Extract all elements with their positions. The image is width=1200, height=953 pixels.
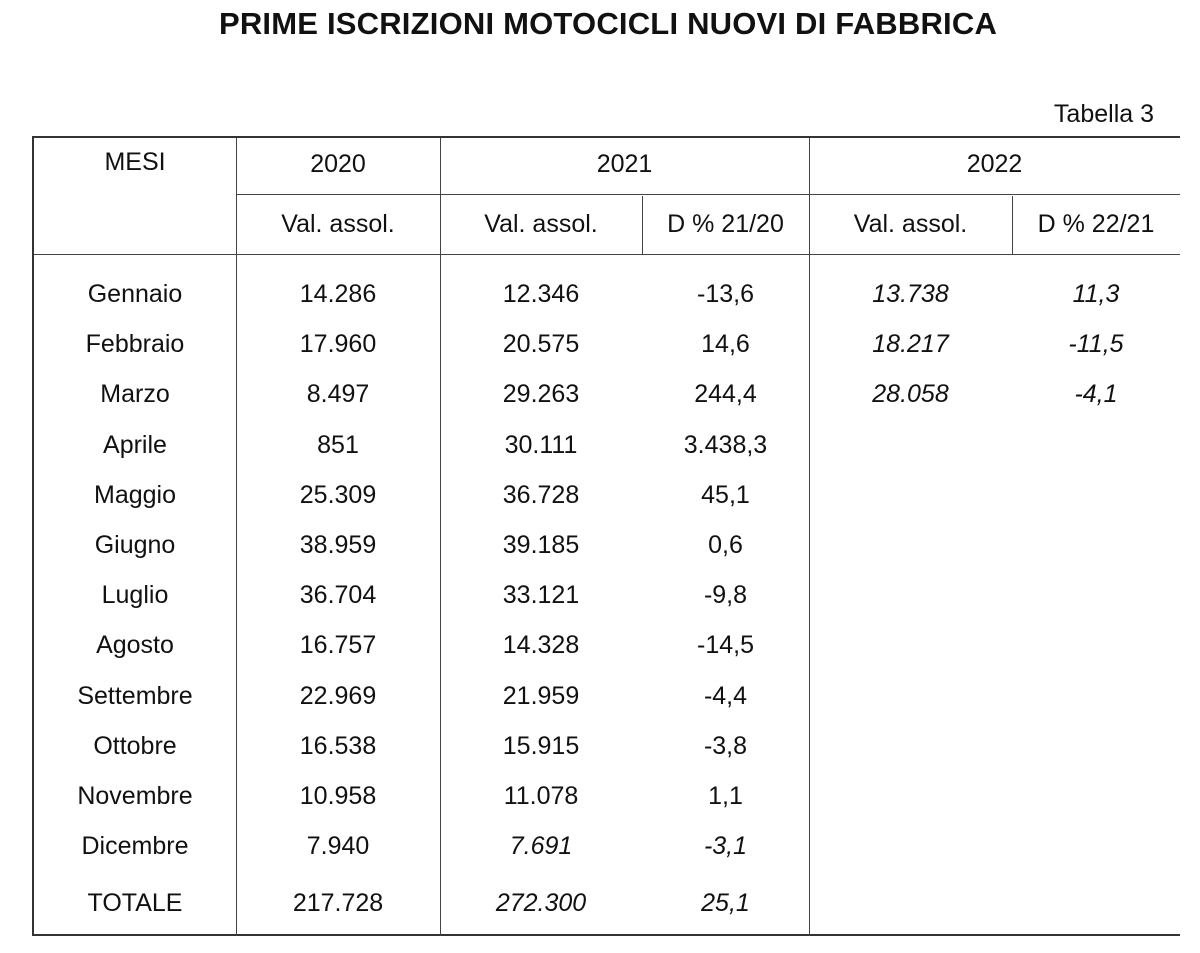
- data-table: [32, 136, 1180, 936]
- cell-val-2020: 38.959: [299, 531, 377, 559]
- cell-delta-2221: [1012, 779, 1180, 813]
- cell-val-2022: [809, 528, 1012, 562]
- cell-delta-2221: [1012, 428, 1180, 462]
- total-delta-2120: 25,1: [701, 889, 750, 917]
- cell-delta-2221: -11,5: [1068, 330, 1124, 358]
- cell-val-2022: [809, 578, 1012, 612]
- cell-val-2020: 36.704: [299, 581, 377, 609]
- cell-mese: Luglio: [101, 581, 169, 609]
- cell-mese: Maggio: [94, 481, 176, 509]
- cell-delta-2120: -9,8: [703, 581, 748, 609]
- subheader-val-2020: Val. assol.: [281, 210, 395, 238]
- cell-delta-2221: [1012, 528, 1180, 562]
- cell-delta-2120: 14,6: [701, 330, 750, 358]
- cell-delta-2120: -13,6: [697, 280, 754, 308]
- cell-val-2020: 16.757: [299, 631, 377, 659]
- cell-val-2020: 14.286: [299, 280, 377, 308]
- cell-val-2022: 28.058: [872, 380, 949, 408]
- table-label: Tabella 3: [1053, 100, 1154, 128]
- total-label: TOTALE: [87, 889, 183, 917]
- subheader-delta-2221: D % 22/21: [1037, 210, 1155, 238]
- cell-val-2021: 15.915: [502, 732, 580, 760]
- cell-delta-2120: 0,6: [708, 531, 743, 559]
- cell-val-2021: 39.185: [502, 531, 580, 559]
- cell-mese: Aprile: [103, 431, 167, 459]
- cell-val-2020: 22.969: [299, 682, 377, 710]
- cell-delta-2120: -4,4: [703, 682, 748, 710]
- cell-mese: Marzo: [100, 380, 170, 408]
- subheader-val-2021: Val. assol.: [484, 210, 598, 238]
- cell-delta-2221: -4,1: [1074, 380, 1118, 408]
- cell-val-2022: [809, 428, 1012, 462]
- cell-val-2022: [809, 628, 1012, 662]
- cell-delta-2120: 244,4: [694, 380, 757, 408]
- cell-delta-2221: [1012, 478, 1180, 512]
- cell-delta-2120: -14,5: [697, 631, 754, 659]
- cell-val-2021: 33.121: [502, 581, 580, 609]
- cell-val-2021: 21.959: [502, 682, 580, 710]
- page-title: PRIME ISCRIZIONI MOTOCICLI NUOVI DI FABBRICA: [218, 6, 998, 41]
- cell-val-2021: 14.328: [502, 631, 580, 659]
- header-mesi: MESI: [104, 148, 166, 176]
- cell-delta-2221: [1012, 679, 1180, 713]
- cell-val-2022: [809, 729, 1012, 763]
- header-year-2020: 2020: [310, 150, 366, 178]
- cell-val-2021: 36.728: [502, 481, 580, 509]
- cell-delta-2221: [1012, 829, 1180, 863]
- cell-delta-2221: [1012, 578, 1180, 612]
- cell-val-2020: 25.309: [299, 481, 377, 509]
- cell-val-2021: 11.078: [503, 782, 579, 810]
- cell-val-2022: [809, 679, 1012, 713]
- cell-val-2021: 7.691: [509, 832, 573, 860]
- cell-val-2022: [809, 829, 1012, 863]
- cell-val-2022: 18.217: [872, 330, 949, 358]
- cell-val-2020: 10.958: [299, 782, 377, 810]
- cell-mese: Ottobre: [93, 732, 177, 760]
- cell-delta-2120: 3.438,3: [683, 431, 768, 459]
- cell-val-2020: 7.940: [306, 832, 370, 860]
- total-val-2020: 217.728: [292, 889, 384, 917]
- cell-delta-2221: 11,3: [1072, 280, 1120, 308]
- cell-delta-2221: [1012, 729, 1180, 763]
- cell-val-2020: 16.538: [299, 732, 377, 760]
- cell-val-2022: [809, 478, 1012, 512]
- cell-mese: Gennaio: [87, 280, 183, 308]
- cell-val-2022: [809, 779, 1012, 813]
- cell-mese: Giugno: [94, 531, 176, 559]
- cell-delta-2221: [1012, 628, 1180, 662]
- row-divider: [34, 254, 1180, 255]
- total-val-2021: 272.300: [495, 889, 587, 917]
- cell-delta-2120: -3,8: [703, 732, 748, 760]
- header-year-2021: 2021: [596, 150, 653, 178]
- row-divider: [236, 194, 1180, 195]
- cell-mese: Novembre: [77, 782, 193, 810]
- cell-mese: Agosto: [96, 631, 174, 659]
- subheader-delta-2120: D % 21/20: [667, 210, 784, 238]
- header-year-2022: 2022: [966, 150, 1023, 178]
- cell-delta-2120: 1,1: [708, 782, 743, 810]
- cell-val-2021: 12.346: [502, 280, 580, 308]
- cell-val-2021: 29.263: [502, 380, 580, 408]
- cell-val-2022: 13.738: [872, 280, 949, 308]
- cell-mese: Febbraio: [85, 330, 185, 358]
- cell-mese: Settembre: [77, 682, 193, 710]
- cell-mese: Dicembre: [81, 832, 189, 860]
- cell-val-2021: 20.575: [502, 330, 580, 358]
- cell-delta-2120: 45,1: [701, 481, 750, 509]
- cell-val-2020: 8.497: [306, 380, 370, 408]
- cell-val-2020: 851: [317, 431, 359, 459]
- subheader-val-2022: Val. assol.: [853, 210, 968, 238]
- cell-delta-2120: -3,1: [703, 832, 748, 860]
- cell-val-2020: 17.960: [299, 330, 377, 358]
- cell-val-2021: 30.111: [504, 431, 578, 459]
